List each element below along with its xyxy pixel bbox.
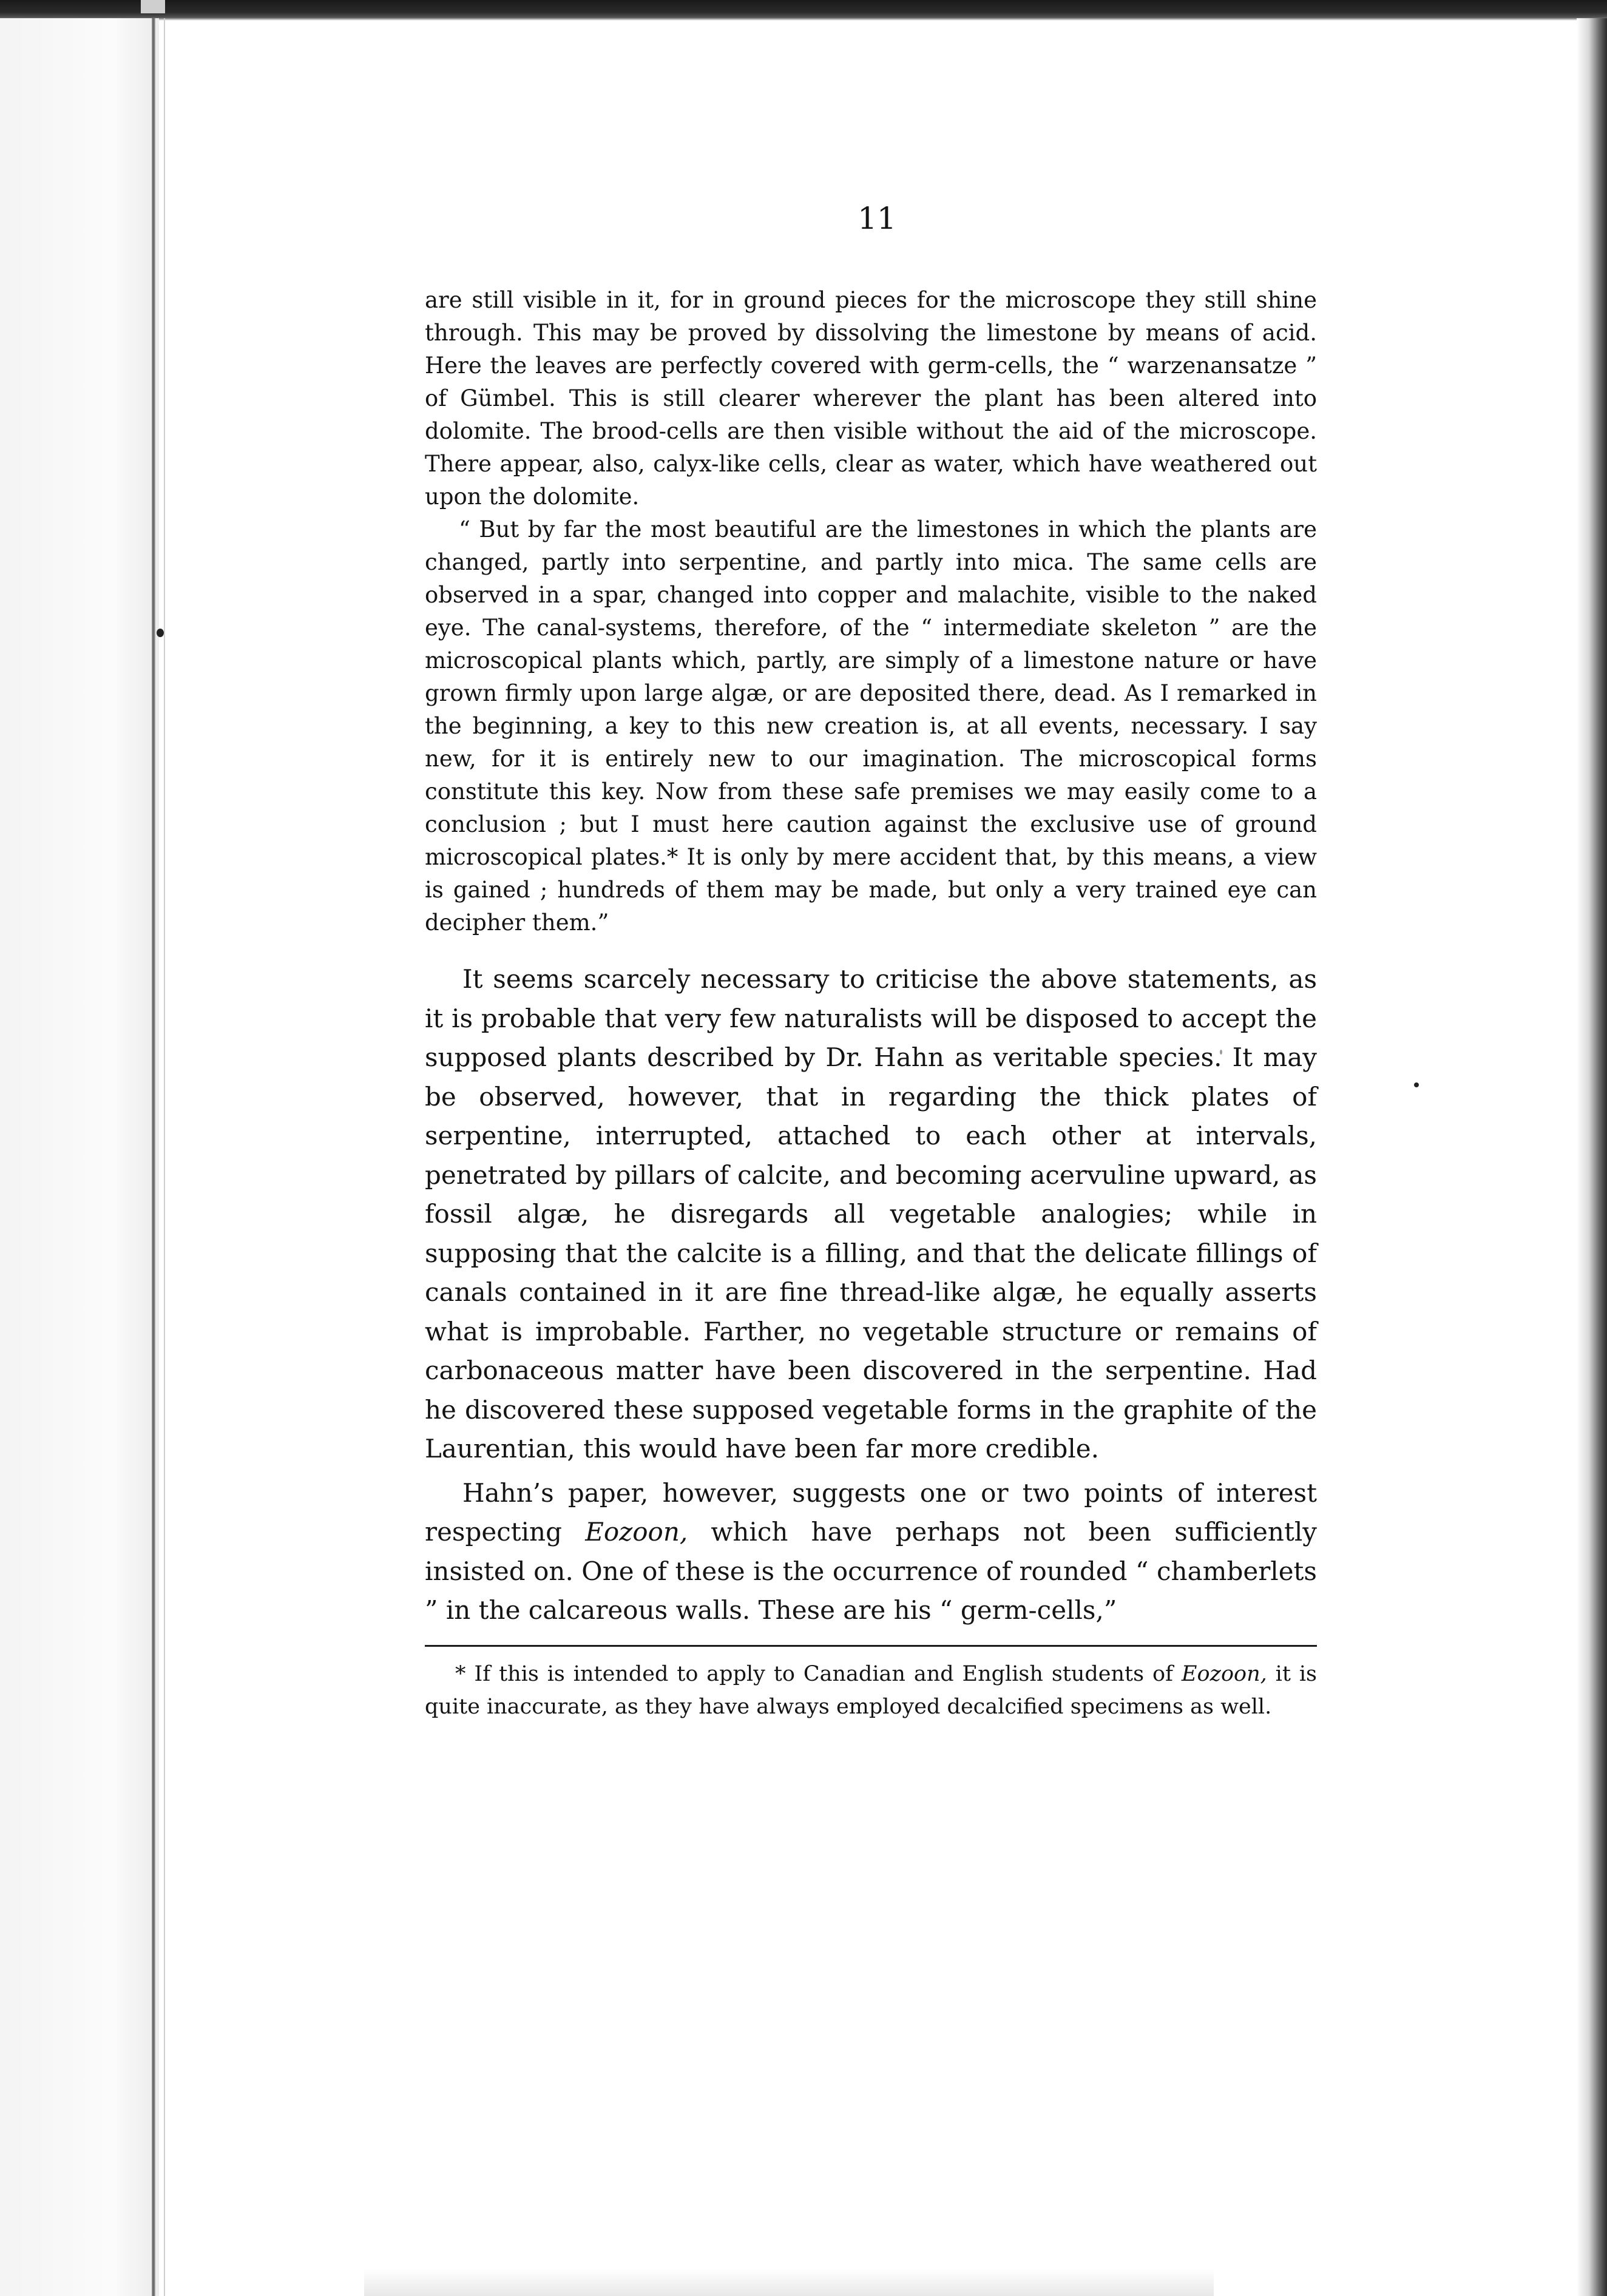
quoted-passage: [425, 284, 1317, 939]
scan-right-edge: [1577, 18, 1607, 2296]
page-content: [425, 200, 1317, 1723]
scan-speck: [157, 629, 164, 637]
quote-paragraph: are still visible in it, for in ground pieces for the microscope they still shine through. This may be proved by dissolving the limestone by means of acid. Here the leaves are perfectly covered with germ-cells, the “ warzenansatze ” of Gümbel. This is still clearer wherever the plant has been altered into dolomite. The brood-cells are then visible without the aid of the microscope. There appear, also, calyx-like cells, clear as water, which have weathered out upon the dolomite.: [425, 287, 1317, 510]
book-gutter-edge: [164, 18, 165, 2296]
body-paragraph: [425, 1474, 1317, 1630]
species-name: Eozoon,: [585, 1517, 688, 1547]
body-text: [425, 960, 1317, 1630]
body-paragraph: It seems scarcely necessary to criticise the above statements, as it is probable that very few naturalists will be disposed to accept the supposed plants described by Dr. Hahn as veritable species. It may be observed, however, that in regarding the thick plates of serpentine, interrupted, attached to each other at intervals, penetrated by pillars of calcite, and becoming acervuline upward, as fossil algæ, he disregards all vegetable analogies; while in supposing that the calcite is a filling, and that the delicate fillings of canals contained in it are fine thread-like algæ, he equally asserts what is improbable. Farther, no vegetable structure or remains of carbonaceous matter have been discovered in the serpentine. Had he discovered these supposed vegetable forms in the graphite of the Laurentian, this would have been far more credible.: [425, 964, 1317, 1464]
quote-paragraph: “ But by far the most beautiful are the limestones in which the plants are changed, partly into serpentine, and partly into mica. The same cells are observed in a spar, changed into copper and malachite, visible to the naked eye. The canal-systems, therefore, of the “ intermediate skeleton ” are the microscopical plants which, partly, are simply of a limestone nature or have grown firmly upon large algæ, or are deposited there, dead. As I remarked in the beginning, a key to this new creation is, at all events, necessary. I say new, for it is entirely new to our imagination. The microscopical forms constitute this key. Now from these safe premises we may easily come to a conclusion ; but I must here caution against the exclusive use of ground microscopical plates.* It is only by mere accident that, by this means, a view is gained ; hundreds of them may be made, but only a very trained eye can decipher them.”: [425, 516, 1317, 936]
footnote: [425, 1658, 1317, 1723]
scan-top-edge: [0, 0, 1607, 21]
body-text-run: which have perhaps not been sufficiently insisted on. One of these is the occurrence of rounded “ chamberlets ” in the calcareous walls. These are his “ germ-cells,”: [425, 1517, 1317, 1625]
facing-page-margin: [0, 18, 159, 2296]
scan-bottom-shadow: [364, 2269, 1214, 2296]
species-name: Eozoon,: [1181, 1661, 1267, 1686]
book-gutter: [152, 18, 155, 2296]
body-text-run: Hahn’s paper, however, suggests one or two points of interest respecting: [425, 1477, 1317, 1547]
scan-top-notch: [141, 0, 165, 13]
page-number: 11: [858, 201, 896, 236]
footnote-divider: [425, 1645, 1317, 1647]
footnote-text-run: * If this is intended to apply to Canadian and English students of: [455, 1661, 1182, 1686]
footnote-text-run: it is quite inaccurate, as they have always employed decalcified specimens as well.: [425, 1661, 1317, 1719]
scan-speck: [1414, 1082, 1419, 1087]
